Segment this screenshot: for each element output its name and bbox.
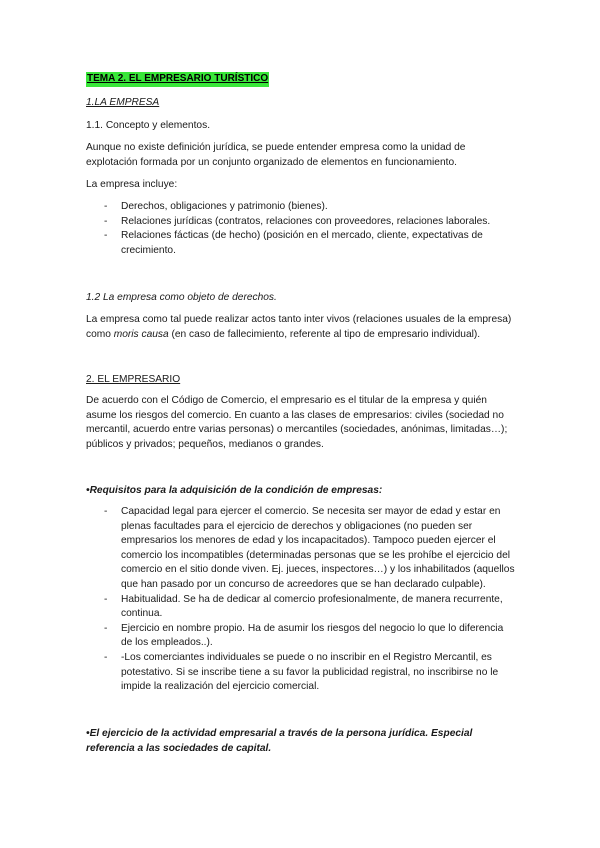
section-2-heading: 2. EL EMPRESARIO <box>86 374 181 385</box>
requirements-heading: •Requisitos para la adquisición de la condición de empresas: <box>86 485 383 496</box>
paragraph-text: La empresa como tal puede realizar actos tanto inter vivos (relaciones usuales de la empresa) como <box>86 314 512 340</box>
list-item: - Habitualidad. Se ha de dedicar al comercio profesionalmente, de manera recurrente, continua. <box>86 593 516 622</box>
list-item: - -Los comerciantes individuales se puede o no inscribir en el Registro Mercantil, es potestativo. Si se inscribe tiene a su favor la publicidad registral, no inscribirse no le impide la realización del ejercicio comercial. <box>86 651 516 695</box>
empresario-paragraph: De acuerdo con el Código de Comercio, el empresario es el titular de la empresa y quién asume los riesgos del comercio. En cuanto a las clases de empresarios: civiles (sociedad no mercantil, acuerdo entre varias personas) o mercantiles (sociedades, anónimas, limitadas…); públicos y privados; pequeños, medianos o grandes. <box>86 395 508 450</box>
list-item: - Ejercicio en nombre propio. Ha de asumir los riesgos del negocio lo que lo diferencia de los empleados..). <box>86 622 516 651</box>
concept-paragraph: Aunque no existe definición jurídica, se puede entender empresa como la unidad de explotación formada por un conjunto organizado de elementos en funcionamiento. <box>86 142 466 168</box>
title-line <box>86 72 516 87</box>
list-item: - Derechos, obligaciones y patrimonio (bienes). <box>86 200 516 215</box>
includes-intro: La empresa incluye: <box>86 179 178 190</box>
requirements-list <box>86 505 516 695</box>
legal-person-heading: •El ejercicio de la actividad empresarial a través de la persona jurídica. Especial referencia a las sociedades de capital. <box>86 728 473 754</box>
document-title: TEMA 2. EL EMPRESARIO TURÍSTICO <box>86 72 269 87</box>
includes-list <box>86 200 516 258</box>
italic-term: moris causa <box>113 328 169 340</box>
list-item: - Capacidad legal para ejercer el comercio. Se necesita ser mayor de edad y estar en plenas facultades para el ejercicio de derechos y obligaciones (no pueden ser empresarios los menores de edad y los incapacitados). Tampoco pueden ejercer el comercio los incompatibles (determinadas personas que se les prohíbe el ejercicio del comercio en el sitio donde viven. Ej. jueces, inspectores…) y los inhabilitados (aquellos que han pasado por un concurso de acreedores que se han declarado culpable). <box>86 505 516 593</box>
list-item: - Relaciones jurídicas (contratos, relaciones con proveedores, relaciones laborales. <box>86 215 516 230</box>
object-of-rights-paragraph <box>86 313 516 342</box>
list-item: - Relaciones fácticas (de hecho) (posición en el mercado, cliente, expectativas de crecimiento. <box>86 229 516 258</box>
subsection-1-1-heading: 1.1. Concepto y elementos. <box>86 120 211 131</box>
section-1-heading: 1.LA EMPRESA <box>86 97 160 108</box>
paragraph-text: (en caso de fallecimiento, referente al tipo de empresario individual). <box>168 328 481 340</box>
subsection-1-2-heading: 1.2 La empresa como objeto de derechos. <box>86 292 277 303</box>
